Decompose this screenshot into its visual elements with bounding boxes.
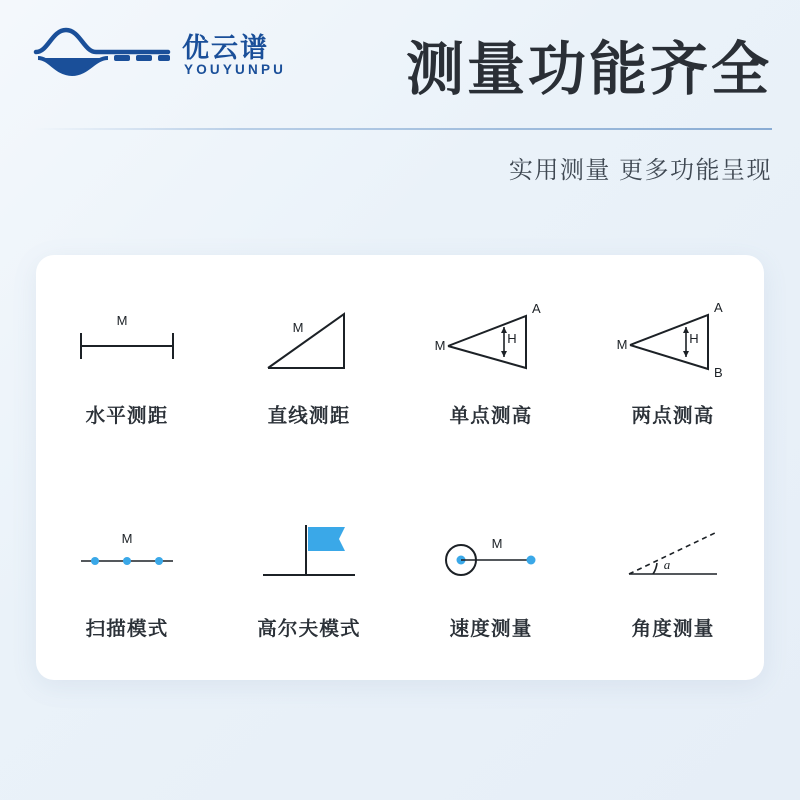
feature-item — [218, 255, 400, 468]
mark-a: a — [663, 556, 671, 572]
feature-label: 水平测距 — [85, 405, 169, 428]
header — [0, 0, 800, 132]
feature-label: 直线测距 — [267, 405, 351, 428]
feature-label: 单点测高 — [449, 405, 533, 428]
feature-item — [582, 255, 764, 468]
mark-m: M — [616, 337, 628, 353]
brand-name-en: YOUYUNPU — [184, 62, 287, 77]
mark-a: A — [532, 301, 541, 317]
wave-logo-icon — [34, 22, 174, 78]
feature-item — [400, 255, 582, 468]
feature-item — [582, 468, 764, 681]
feature-grid — [36, 255, 764, 680]
feature-label: 速度测量 — [449, 617, 533, 640]
mark-m: M — [434, 338, 446, 354]
feature-item — [400, 468, 582, 681]
mark-b: B — [714, 365, 723, 381]
feature-label: 高尔夫模式 — [257, 617, 361, 640]
horizontal-distance-icon — [47, 294, 207, 390]
speed-measure-icon — [411, 507, 571, 603]
feature-item — [36, 468, 218, 681]
mark-a: A — [714, 300, 723, 316]
feature-label: 两点测高 — [631, 405, 715, 428]
mark-m: M — [292, 320, 304, 336]
golf-mode-icon — [229, 507, 389, 603]
single-point-height-icon — [411, 294, 571, 390]
brand-logo — [34, 18, 287, 94]
mark-m: M — [491, 535, 503, 551]
page-subtitle: 实用测量 更多功能呈现 — [508, 157, 772, 184]
straight-distance-icon — [229, 294, 389, 390]
scan-mode-icon — [47, 507, 207, 603]
feature-card — [36, 255, 764, 680]
mark-h: H — [507, 331, 517, 347]
header-divider — [34, 128, 772, 130]
feature-label: 扫描模式 — [85, 617, 169, 640]
angle-measure-icon — [593, 507, 753, 603]
mark-h: H — [689, 331, 699, 347]
feature-label: 角度测量 — [631, 617, 715, 640]
two-point-height-icon — [593, 294, 753, 390]
page-title: 测量功能齐全 — [405, 37, 772, 102]
feature-item — [36, 255, 218, 468]
feature-item — [218, 468, 400, 681]
mark-m: M — [116, 313, 128, 329]
brand-name-cn: 优云谱 — [182, 33, 269, 63]
mark-m: M — [121, 530, 133, 546]
